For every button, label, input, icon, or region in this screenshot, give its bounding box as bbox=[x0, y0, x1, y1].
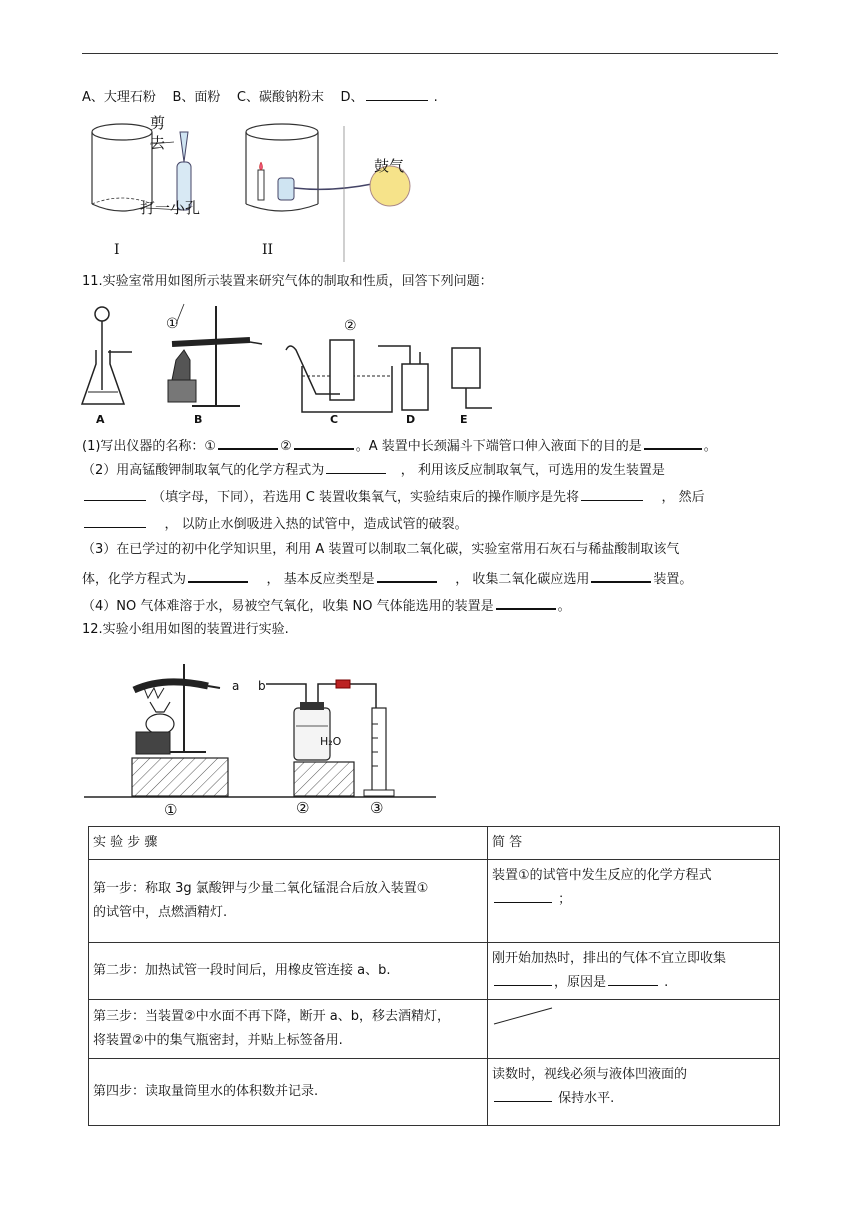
q11-part2-line2: （填字母，下同），若选用 C 装置收集氧气，实验结束后的操作顺序是先将 ， 然后 bbox=[82, 486, 705, 508]
header-rule bbox=[82, 53, 778, 54]
experiment-table bbox=[88, 826, 780, 1126]
answer-blank bbox=[366, 86, 428, 101]
answer-blank bbox=[377, 567, 437, 583]
option-end: . bbox=[433, 90, 438, 105]
q11-part4: （4）NO 气体难溶于水，易被空气氧化，收集 NO 气体能选用的装置是 。 bbox=[82, 594, 571, 617]
roman-2: II bbox=[262, 242, 274, 258]
circle-label-2: ② bbox=[344, 318, 357, 334]
answer-3 bbox=[488, 1000, 780, 1059]
cut-label-2: 去 bbox=[150, 134, 166, 152]
table-header-row bbox=[89, 827, 780, 860]
answer-blank bbox=[294, 434, 354, 450]
answer-blank bbox=[218, 434, 278, 450]
answer-4: 读数时，视线必须与液体凹液面的 保持水平. bbox=[488, 1059, 780, 1126]
apparatus-number-3: ③ bbox=[370, 799, 384, 817]
q12-stem: 12.实验小组用如图的装置进行实验. bbox=[82, 622, 289, 637]
answer-1: 装置①的试管中发生反应的化学方程式 ； bbox=[488, 860, 780, 943]
label-e: E bbox=[460, 413, 468, 426]
table-row bbox=[89, 1059, 780, 1126]
answer-blank bbox=[644, 434, 702, 450]
hole-label: 打一小孔 bbox=[140, 199, 201, 217]
answer-blank bbox=[494, 971, 552, 986]
step-3: 第三步：当装置②中水面不再下降，断开 a、b，移去酒精灯， 将装置②中的集气瓶密封，并贴上标签备用. bbox=[89, 1000, 488, 1059]
option-b: B、面粉 bbox=[172, 90, 221, 105]
answer-blank bbox=[494, 888, 552, 903]
label-a: A bbox=[96, 413, 105, 426]
label-b: B bbox=[194, 413, 203, 426]
answer-2: 刚开始加热时，排出的气体不宜立即收集 ，原因是 . bbox=[488, 943, 780, 1000]
tube-end-b: b bbox=[258, 679, 266, 693]
header-steps: 实 验 步 骤 bbox=[89, 827, 488, 860]
figure-cylinder-experiment bbox=[82, 112, 422, 264]
roman-1: I bbox=[114, 242, 120, 258]
q10-options bbox=[82, 86, 438, 108]
step-2: 第二步：加热试管一段时间后，用橡皮管连接 a、b. bbox=[89, 943, 488, 1000]
slash-mark bbox=[492, 1004, 562, 1028]
apparatus-number-2: ② bbox=[296, 799, 310, 817]
q11-part2-line3: ， 以防止水倒吸进入热的试管中，造成试管的破裂。 bbox=[82, 513, 468, 535]
blow-label: 鼓气 bbox=[374, 157, 405, 175]
answer-blank bbox=[84, 486, 146, 501]
q11-part3-line2: 体，化学方程式为 ， 基本反应类型是 ， 收集二氧化碳应选用 装置。 bbox=[82, 567, 692, 590]
option-a: A、大理石粉 bbox=[82, 90, 156, 105]
answer-blank bbox=[591, 567, 651, 583]
figure-apparatus-a-to-e bbox=[80, 294, 500, 426]
table-row bbox=[89, 943, 780, 1000]
label-d: D bbox=[406, 413, 416, 426]
answer-blank bbox=[581, 486, 643, 501]
answer-blank bbox=[326, 459, 386, 474]
option-d: D、 bbox=[340, 90, 364, 105]
tube-end-a: a bbox=[232, 679, 240, 693]
answer-blank bbox=[608, 971, 658, 986]
table-row bbox=[89, 1000, 780, 1059]
water-label: H₂O bbox=[320, 735, 342, 748]
answer-blank bbox=[494, 1087, 552, 1102]
q11-part3-line1: （3）在已学过的初中化学知识里，利用 A 装置可以制取二氧化碳，实验室常用石灰石与稀盐酸制取该气 bbox=[82, 542, 680, 557]
step-1: 第一步：称取 3g 氯酸钾与少量二氧化锰混合后放入装置① 的试管中，点燃酒精灯. bbox=[89, 860, 488, 943]
apparatus-number-1: ① bbox=[164, 801, 178, 819]
answer-blank bbox=[496, 594, 556, 610]
answer-blank bbox=[188, 567, 248, 583]
q11-part1: (1)写出仪器的名称：① ② 。A 装置中长颈漏斗下端管口伸入液面下的目的是 。 bbox=[82, 434, 717, 457]
header-answers: 简 答 bbox=[488, 827, 780, 860]
cut-label-1: 剪 bbox=[150, 114, 166, 132]
option-c: C、碳酸钠粉末 bbox=[236, 90, 324, 105]
q11-part2-line1: （2）用高锰酸钾制取氧气的化学方程式为 ， 利用该反应制取氧气，可选用的发生装置是 bbox=[82, 459, 665, 481]
step-4: 第四步：读取量筒里水的体积数并记录. bbox=[89, 1059, 488, 1126]
q11-stem: 11.实验室常用如图所示装置来研究气体的制取和性质，回答下列问题： bbox=[82, 274, 493, 289]
circle-label-1: ① bbox=[166, 316, 179, 332]
label-c: C bbox=[330, 413, 339, 426]
answer-blank bbox=[84, 513, 146, 528]
table-row bbox=[89, 860, 780, 943]
